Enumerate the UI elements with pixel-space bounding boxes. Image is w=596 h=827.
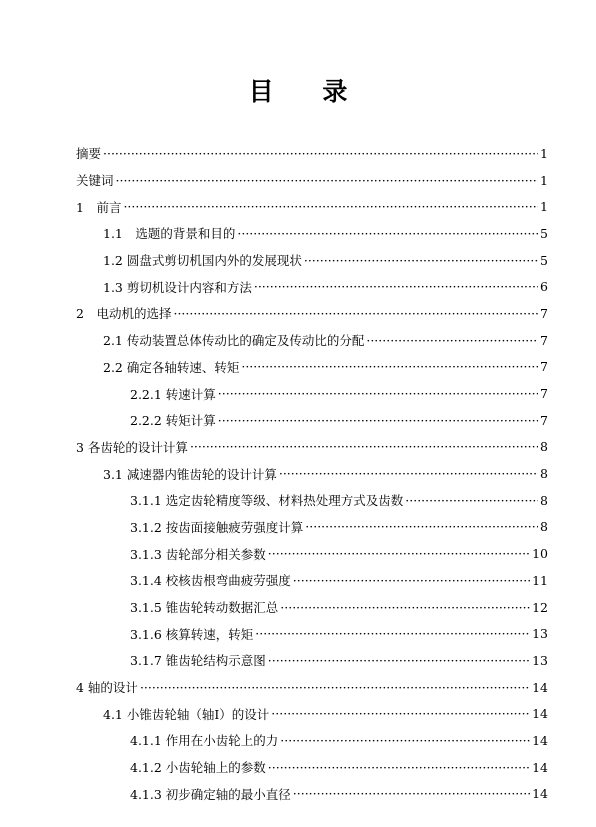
- toc-entry-page-number: 1: [540, 145, 548, 161]
- toc-entry-title: 2.2.1 转速计算: [130, 386, 216, 402]
- toc-entry[interactable]: [76, 220, 548, 247]
- dot-leader: [268, 546, 530, 561]
- toc-entry-page-number: 8: [540, 519, 548, 535]
- dot-leader: [293, 786, 530, 801]
- toc-entry-page-number: 13: [532, 652, 548, 668]
- toc-entry-page-number: 12: [532, 599, 548, 615]
- toc-entry-title: 摘要: [76, 146, 102, 162]
- toc-entry[interactable]: [76, 327, 548, 354]
- toc-entry-title: 3.1.5 锥齿轮转动数据汇总: [130, 600, 279, 616]
- toc-entry-title: 3.1.6 核算转速，转矩: [130, 626, 254, 642]
- toc-entry-page-number: 7: [540, 359, 548, 375]
- toc-entry-title: 4.1.1 作用在小齿轮上的力: [130, 733, 279, 749]
- toc-entry[interactable]: [76, 674, 548, 701]
- dot-leader: [218, 413, 538, 428]
- toc-entry[interactable]: [76, 567, 548, 594]
- toc-entry[interactable]: [76, 487, 548, 514]
- toc-entry[interactable]: [76, 300, 548, 327]
- table-of-contents: [76, 140, 548, 807]
- dot-leader: [279, 466, 538, 481]
- toc-entry-page-number: 14: [532, 706, 548, 722]
- toc-entry[interactable]: [76, 460, 548, 487]
- dot-leader: [293, 573, 530, 588]
- toc-entry[interactable]: [76, 540, 548, 567]
- dot-leader: [268, 653, 530, 668]
- toc-entry-page-number: 14: [532, 679, 548, 695]
- toc-entry-title: 2.2 确定各轴转速、转矩: [103, 359, 240, 375]
- toc-entry[interactable]: [76, 167, 548, 194]
- page-title: 目 录: [248, 77, 368, 106]
- toc-entry-title: 4.1.3 初步确定轴的最小直径: [130, 786, 291, 802]
- toc-entry[interactable]: [76, 434, 548, 461]
- dot-leader: [140, 680, 530, 695]
- toc-entry-title: 3.1.1 选定齿轮精度等级、材料热处理方式及齿数: [130, 493, 404, 509]
- toc-entry-page-number: 11: [532, 572, 548, 588]
- toc-entry-title: 4.1.2 小齿轮轴上的参数: [130, 760, 266, 776]
- toc-entry-page-number: 14: [532, 759, 548, 775]
- toc-entry-title: 2 电动机的选择: [76, 306, 172, 322]
- toc-entry-page-number: 14: [532, 732, 548, 748]
- toc-entry-title: 1 前言: [76, 199, 122, 215]
- dot-leader: [304, 253, 538, 268]
- dot-leader: [218, 386, 538, 401]
- toc-entry-page-number: 8: [540, 492, 548, 508]
- toc-entry-page-number: 8: [540, 439, 548, 455]
- dot-leader: [271, 706, 530, 721]
- dot-leader: [280, 600, 530, 615]
- dot-leader: [255, 626, 530, 641]
- toc-entry[interactable]: [76, 514, 548, 541]
- dot-leader: [280, 733, 530, 748]
- toc-entry-page-number: 1: [540, 199, 548, 215]
- dot-leader: [237, 226, 538, 241]
- toc-entry[interactable]: [76, 727, 548, 754]
- toc-entry[interactable]: [76, 380, 548, 407]
- toc-entry[interactable]: [76, 594, 548, 621]
- dot-leader: [366, 333, 538, 348]
- dot-leader: [254, 279, 538, 294]
- dot-leader: [173, 306, 538, 321]
- toc-entry-title: 4 轴的设计: [76, 680, 138, 696]
- toc-entry-page-number: 13: [532, 626, 548, 642]
- toc-entry-title: 2.1 传动装置总体传动比的确定及传动比的分配: [103, 333, 365, 349]
- toc-entry-title: 3.1 减速器内锥齿轮的设计计算: [103, 466, 277, 482]
- toc-entry-title: 3.1.3 齿轮部分相关参数: [130, 546, 266, 562]
- toc-entry[interactable]: [76, 140, 548, 167]
- toc-entry[interactable]: [76, 620, 548, 647]
- dot-leader: [305, 519, 538, 534]
- toc-entry-title: 关键词: [76, 173, 114, 189]
- toc-entry-page-number: 7: [540, 305, 548, 321]
- toc-entry-page-number: 7: [540, 412, 548, 428]
- toc-entry-page-number: 7: [540, 332, 548, 348]
- dot-leader: [190, 439, 538, 454]
- dot-leader: [268, 760, 530, 775]
- toc-entry-page-number: 14: [532, 786, 548, 802]
- toc-entry-page-number: 1: [540, 172, 548, 188]
- toc-entry-title: 1.1 选题的背景和目的: [103, 226, 236, 242]
- dot-leader: [116, 173, 539, 188]
- dot-leader: [103, 146, 538, 161]
- toc-entry-page-number: 7: [540, 386, 548, 402]
- toc-entry[interactable]: [76, 273, 548, 300]
- toc-entry-title: 3.1.2 按齿面接触疲劳强度计算: [130, 519, 304, 535]
- toc-entry[interactable]: [76, 193, 548, 220]
- toc-entry-title: 1.2 圆盘式剪切机国内外的发展现状: [103, 253, 302, 269]
- toc-entry[interactable]: [76, 354, 548, 381]
- toc-entry-title: 3.1.4 校核齿根弯曲疲劳强度: [130, 573, 291, 589]
- toc-entry-page-number: 5: [540, 225, 548, 241]
- toc-entry-page-number: 8: [540, 466, 548, 482]
- toc-entry[interactable]: [76, 700, 548, 727]
- toc-entry[interactable]: [76, 407, 548, 434]
- toc-entry[interactable]: [76, 647, 548, 674]
- toc-entry-title: 2.2.2 转矩计算: [130, 413, 216, 429]
- toc-entry-title: 1.3 剪切机设计内容和方法: [103, 279, 252, 295]
- toc-entry-page-number: 6: [540, 279, 548, 295]
- toc-entry-title: 3.1.7 锥齿轮结构示意图: [130, 653, 266, 669]
- toc-entry-title: 3 各齿轮的设计计算: [76, 439, 188, 455]
- toc-entry[interactable]: [76, 247, 548, 274]
- toc-entry-page-number: 5: [540, 252, 548, 268]
- toc-entry[interactable]: [76, 781, 548, 808]
- toc-entry-page-number: 10: [532, 546, 548, 562]
- toc-entry-title: 4.1 小锥齿轮轴（轴Ⅰ）的设计: [103, 706, 270, 722]
- dot-leader: [241, 359, 538, 374]
- toc-entry[interactable]: [76, 754, 548, 781]
- dot-leader: [405, 493, 538, 508]
- dot-leader: [123, 199, 538, 214]
